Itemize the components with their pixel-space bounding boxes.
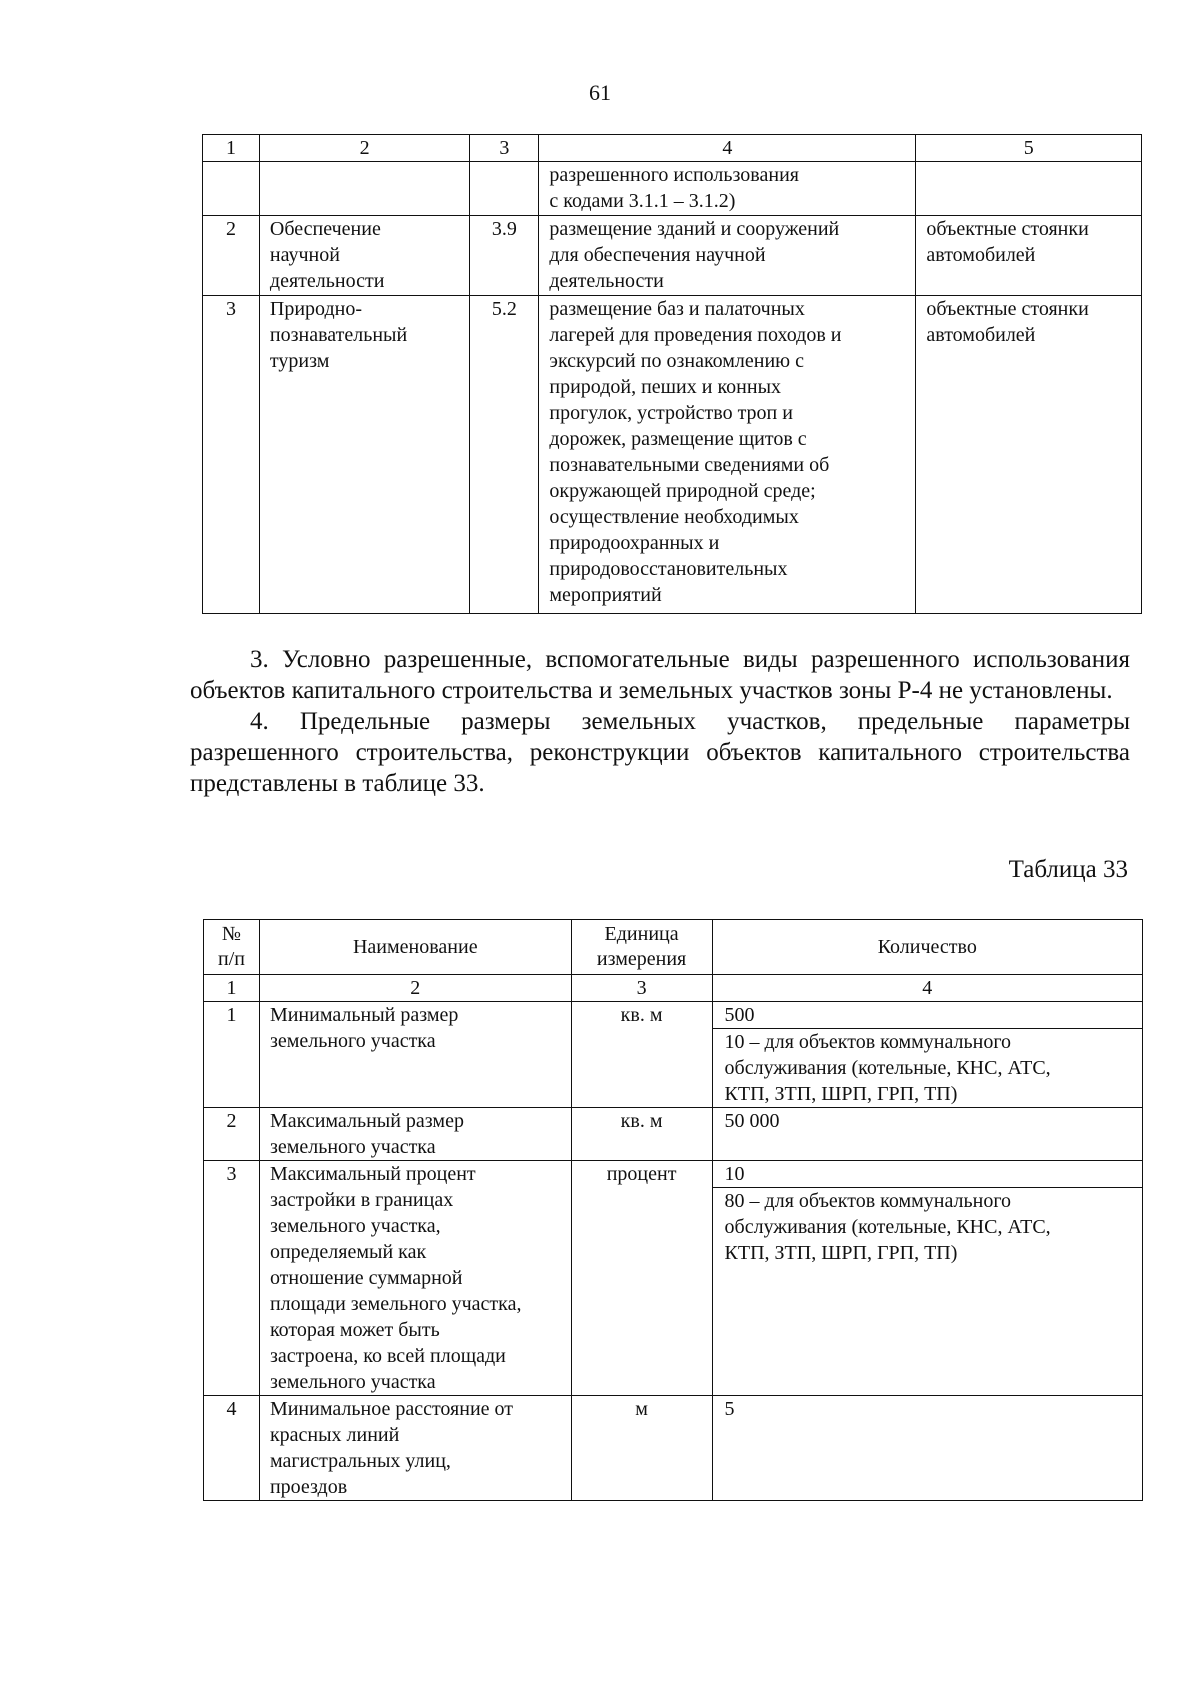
use-description-cell: разрешенного использования с кодами 3.1.1 – 3.1.2) — [539, 162, 916, 216]
quantity-cell: 500 — [712, 1002, 1142, 1029]
use-code-cell: 5.2 — [470, 296, 539, 614]
row-number-cell: 2 — [204, 1108, 260, 1161]
quantity-cell: 5 — [712, 1396, 1142, 1501]
use-code-cell: 3.9 — [470, 216, 539, 296]
table-row — [203, 216, 1142, 296]
permitted-uses-table — [202, 134, 1142, 614]
row-number-cell: 3 — [204, 1161, 260, 1396]
header-name: Наименование — [259, 920, 571, 975]
table-row — [203, 296, 1142, 614]
table-caption: Таблица 33 — [1008, 856, 1128, 883]
quantity-note-cell: 80 – для объектов коммунального обслуживания (котельные, КНС, АТС, КТП, ЗТП, ШРП, ГРП, ТП) — [712, 1188, 1142, 1396]
row-number-cell: 3 — [203, 296, 260, 614]
unit-cell: кв. м — [571, 1108, 712, 1161]
use-name-cell: Природно- познавательный туризм — [259, 296, 469, 614]
table-header-row — [204, 920, 1143, 975]
quantity-note-cell: 10 – для объектов коммунального обслуживания (котельные, КНС, АТС, КТП, ЗТП, ШРП, ГРП, ТП) — [712, 1029, 1142, 1108]
use-description-cell: размещение зданий и сооружений для обеспечения научной деятельности — [539, 216, 916, 296]
header-cell: 5 — [916, 135, 1142, 162]
table-row — [203, 162, 1142, 216]
row-number-cell: 2 — [203, 216, 260, 296]
body-text — [190, 644, 1130, 799]
quantity-cell: 50 000 — [712, 1108, 1142, 1161]
parameter-name-cell: Максимальный процент застройки в границах земельного участка, определяемый как отношение суммарной площади земельного участка, которая может быть застроена, ко всей площади земельного участка — [259, 1161, 571, 1396]
use-description-cell: размещение баз и палаточных лагерей для проведения походов и экскурсий по ознакомлению с природой, пеших и конных прогулок, устройство троп и дорожек, размещение щитов с познавательными сведениями об окружающей природной среде; осуществление необходимых природоохранных и природовосстановительных мероприятий — [539, 296, 916, 614]
parameter-name-cell: Максимальный размер земельного участка — [259, 1108, 571, 1161]
parameter-name-cell: Минимальное расстояние от красных линий магистральных улиц, проездов — [259, 1396, 571, 1501]
row-number-cell: 4 — [204, 1396, 260, 1501]
header-cell: 3 — [470, 135, 539, 162]
unit-cell: кв. м — [571, 1002, 712, 1108]
use-code-cell — [470, 162, 539, 216]
page-number: 61 — [589, 80, 611, 105]
auxiliary-use-cell: объектные стоянки автомобилей — [916, 216, 1142, 296]
header-cell: 4 — [539, 135, 916, 162]
header-quantity: Количество — [712, 920, 1142, 975]
parameter-name-cell: Минимальный размер земельного участка — [259, 1002, 571, 1108]
table-subheader-row — [204, 975, 1143, 1002]
paragraph-4: 4. Предельные размеры земельных участков, предельные параметры разрешенного строительства, реконструкции объектов капитального строительства представлены в таблице 33. — [190, 708, 1130, 797]
table-row — [204, 1108, 1143, 1161]
subheader-cell: 3 — [571, 975, 712, 1002]
subheader-cell: 2 — [259, 975, 571, 1002]
table-row — [204, 1161, 1143, 1188]
use-name-cell — [259, 162, 469, 216]
auxiliary-use-cell — [916, 162, 1142, 216]
unit-cell: процент — [571, 1161, 712, 1396]
table-row — [204, 1002, 1143, 1029]
use-name-cell: Обеспечение научной деятельности — [259, 216, 469, 296]
row-number-cell — [203, 162, 260, 216]
subheader-cell: 1 — [204, 975, 260, 1002]
header-number: № п/п — [204, 920, 260, 975]
header-cell: 2 — [259, 135, 469, 162]
subheader-cell: 4 — [712, 975, 1142, 1002]
header-cell: 1 — [203, 135, 260, 162]
paragraph-3: 3. Условно разрешенные, вспомогательные виды разрешенного использования объектов капитального строительства и земельных участков зоны Р-4 не установлены. — [190, 646, 1130, 704]
row-number-cell: 1 — [204, 1002, 260, 1108]
auxiliary-use-cell: объектные стоянки автомобилей — [916, 296, 1142, 614]
header-unit: Единица измерения — [571, 920, 712, 975]
unit-cell: м — [571, 1396, 712, 1501]
table-header-row — [203, 135, 1142, 162]
limits-table — [203, 919, 1143, 1501]
table-row — [204, 1396, 1143, 1501]
quantity-cell: 10 — [712, 1161, 1142, 1188]
